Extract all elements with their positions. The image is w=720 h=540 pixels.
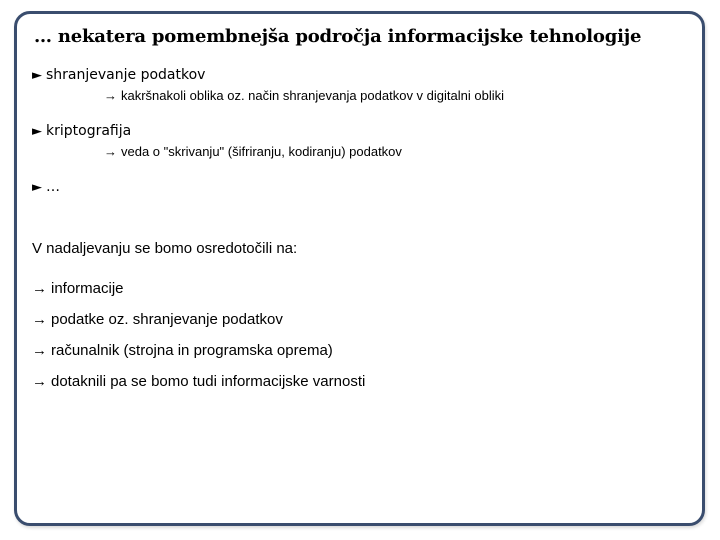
triangle-bullet-icon: ► <box>32 180 42 195</box>
arrow-right-icon: → <box>32 373 47 390</box>
sub-item-text: kakršnakoli oblika oz. način shranjevanja podatkov v digitalni obliki <box>121 88 504 103</box>
focus-item-text: računalnik (strojna in programska oprema) <box>51 342 333 359</box>
slide-title: … nekatera pomembnejša področja informacijske tehnologije <box>34 26 642 47</box>
focus-intro: V nadaljevanju se bomo osredotočili na: <box>32 240 298 257</box>
focus-item <box>32 373 365 390</box>
arrow-right-icon: → <box>32 311 47 328</box>
arrow-right-icon: → <box>32 280 47 297</box>
bullet-shranjevanje <box>32 67 205 83</box>
sub-item-shranjevanje <box>104 88 504 103</box>
focus-item <box>32 342 333 359</box>
bullet-label: … <box>46 179 60 195</box>
bullet-kriptografija <box>32 123 131 139</box>
bullet-label: kriptografija <box>46 123 132 139</box>
focus-item-text: podatke oz. shranjevanje podatkov <box>51 311 283 328</box>
focus-item <box>32 311 283 328</box>
focus-item <box>32 280 124 297</box>
triangle-bullet-icon: ► <box>32 124 42 139</box>
sub-item-text: veda o "skrivanju" (šifriranju, kodiranju) podatkov <box>121 144 402 159</box>
bullet-ellipsis <box>32 179 60 195</box>
arrow-right-icon: → <box>104 88 117 103</box>
bullet-label: shranjevanje podatkov <box>46 67 206 83</box>
sub-item-kriptografija <box>104 144 402 159</box>
focus-item-text: informacije <box>51 280 124 297</box>
triangle-bullet-icon: ► <box>32 68 42 83</box>
focus-item-text: dotaknili pa se bomo tudi informacijske varnosti <box>51 373 366 390</box>
arrow-right-icon: → <box>32 342 47 359</box>
arrow-right-icon: → <box>104 144 117 159</box>
